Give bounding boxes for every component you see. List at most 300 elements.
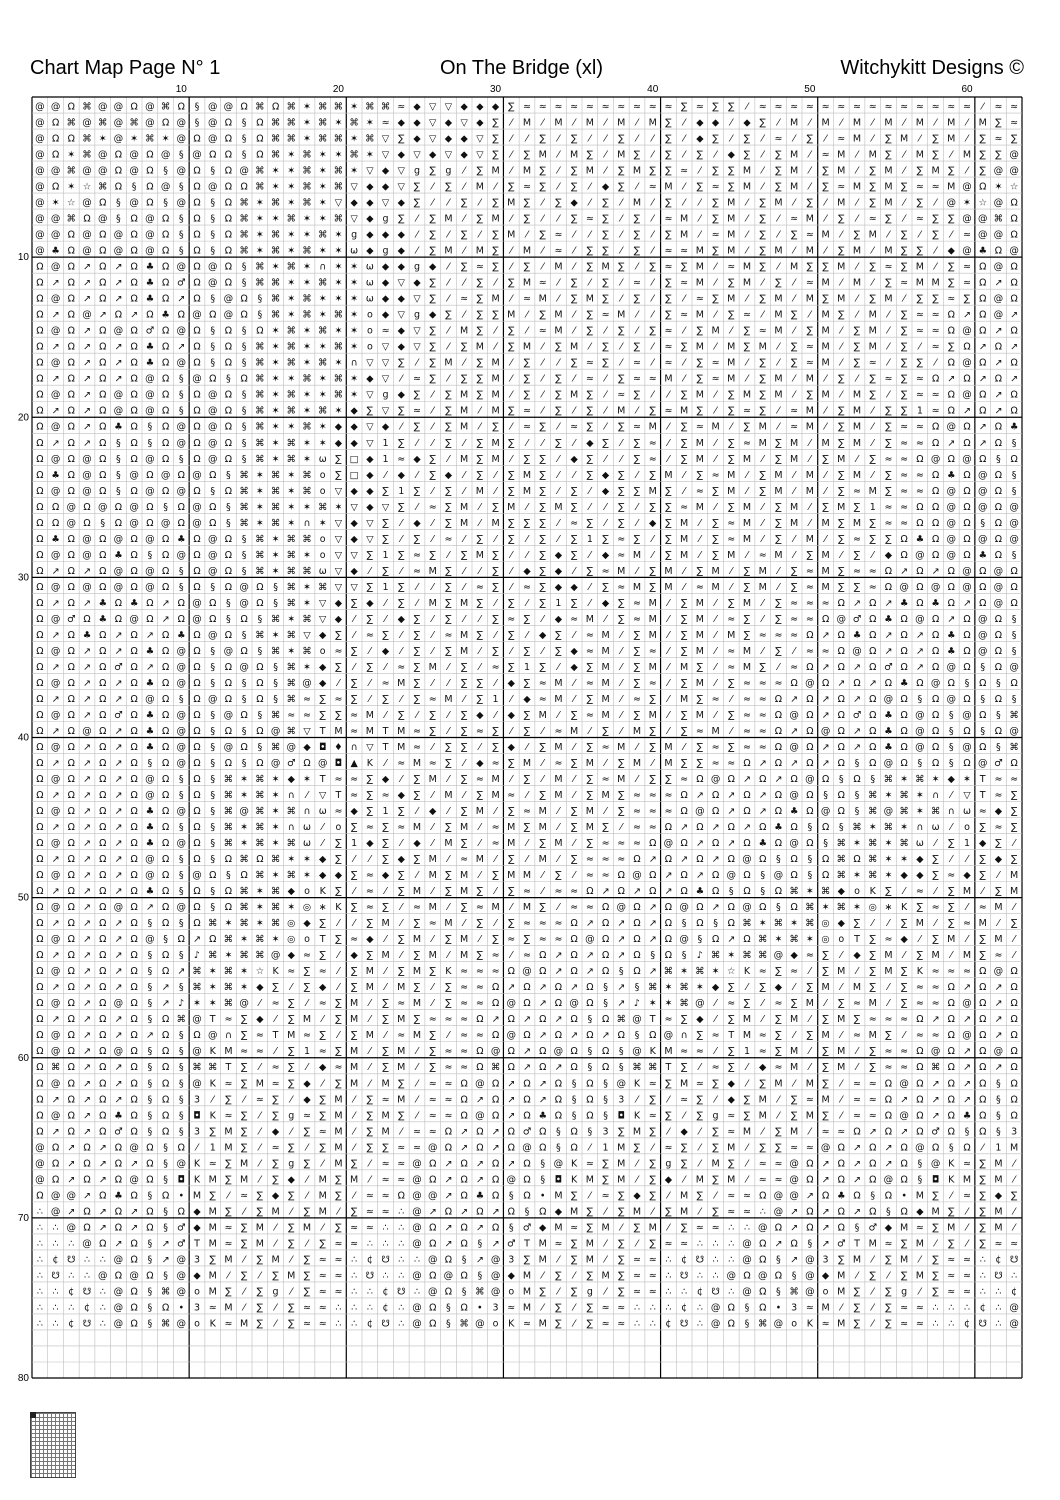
chart-symbol: @ — [239, 998, 249, 1010]
chart-symbol: ⁄ — [761, 998, 764, 1010]
chart-symbol: ∑ — [665, 117, 672, 129]
chart-symbol: ⁄ — [683, 357, 685, 369]
chart-symbol: Ω — [161, 565, 170, 577]
chart-symbol: ⁄ — [934, 886, 937, 898]
chart-symbol: ∑ — [240, 1030, 248, 1042]
chart-symbol: ◆ — [334, 597, 343, 609]
chart-symbol: ∑ — [932, 934, 939, 946]
chart-symbol: Ω — [837, 709, 845, 721]
chart-symbol: M — [397, 1046, 406, 1058]
chart-symbol: ↗ — [83, 982, 91, 994]
chart-symbol: Ω — [193, 293, 201, 305]
chart-symbol: Ω — [256, 758, 264, 770]
chart-symbol: ∑ — [539, 581, 546, 593]
chart-symbol: @ — [97, 165, 108, 177]
chart-symbol: ▽ — [413, 325, 421, 337]
chart-symbol: ∑ — [728, 165, 735, 177]
chart-symbol: Ω — [193, 533, 201, 545]
chart-symbol: ∑ — [445, 822, 452, 834]
chart-symbol: ⁄ — [651, 277, 654, 289]
chart-symbol: ✶ — [271, 405, 280, 417]
chart-symbol: ⁄ — [683, 133, 685, 145]
chart-symbol: ♂ — [67, 613, 76, 625]
chart-symbol: Ω — [99, 934, 107, 946]
chart-symbol: § — [178, 1078, 184, 1090]
chart-symbol: Ω — [161, 389, 170, 401]
chart-symbol: M — [821, 229, 830, 241]
chart-symbol: ⁄ — [966, 1222, 968, 1234]
chart-symbol: ≈ — [523, 886, 531, 898]
chart-symbol: ∴ — [36, 1206, 43, 1218]
chart-symbol: ⁄ — [934, 1238, 937, 1250]
chart-symbol: ◆ — [381, 421, 390, 433]
chart-symbol: ◆ — [366, 469, 374, 481]
chart-symbol: ≈ — [255, 1046, 264, 1058]
chart-symbol: ⁄ — [400, 629, 403, 641]
chart-symbol: M — [821, 517, 830, 529]
chart-symbol: @ — [113, 1302, 124, 1314]
chart-symbol: ◆ — [334, 421, 343, 433]
chart-symbol: ≈ — [900, 277, 909, 289]
chart-symbol: ▽ — [444, 149, 453, 161]
chart-symbol: ∑ — [272, 1094, 279, 1106]
chart-symbol: 1 — [869, 501, 876, 513]
chart-symbol: @ — [962, 245, 972, 257]
chart-symbol: ↗ — [130, 309, 139, 321]
chart-symbol: ≈ — [821, 1126, 830, 1138]
chart-symbol: M — [240, 1318, 249, 1330]
chart-symbol: ∑ — [445, 405, 452, 417]
chart-symbol: Ω — [67, 661, 75, 673]
chart-symbol: M — [570, 725, 579, 737]
chart-symbol: ≈ — [491, 822, 500, 834]
chart-symbol: § — [178, 870, 184, 882]
chart-symbol: ∑ — [680, 389, 688, 401]
chart-symbol: ⁄ — [777, 357, 780, 369]
chart-symbol: Ω — [36, 421, 44, 433]
chart-symbol: Ω — [931, 437, 940, 449]
chart-symbol: ♣ — [114, 1110, 123, 1122]
chart-symbol: Ω — [99, 565, 107, 577]
chart-symbol: @ — [113, 133, 124, 145]
chart-symbol: @ — [113, 325, 124, 337]
chart-symbol: M — [554, 261, 563, 273]
chart-symbol: @ — [145, 693, 155, 705]
chart-symbol: ↗ — [444, 1190, 453, 1202]
chart-symbol: Ω — [99, 357, 107, 369]
chart-symbol: M — [601, 1222, 610, 1234]
chart-symbol: ◘ — [177, 1174, 186, 1186]
chart-symbol: Ω — [99, 453, 107, 465]
chart-symbol: ∑ — [319, 918, 326, 930]
chart-symbol: § — [210, 485, 216, 497]
chart-symbol: ⁄ — [337, 677, 340, 689]
chart-symbol: Ω — [837, 790, 845, 802]
chart-symbol: Ω — [240, 870, 248, 882]
chart-symbol: Ω — [743, 870, 751, 882]
chart-symbol: ≈ — [758, 1030, 767, 1042]
chart-symbol: ≈ — [915, 485, 924, 497]
chart-symbol: @ — [145, 101, 155, 113]
chart-symbol: Ω — [67, 133, 75, 145]
chart-symbol: § — [603, 1110, 608, 1122]
chart-symbol: ⁄ — [573, 565, 575, 577]
chart-symbol: @ — [223, 293, 234, 305]
chart-symbol: @ — [97, 213, 108, 225]
chart-symbol: ↗ — [853, 1158, 861, 1170]
chart-symbol: M — [978, 918, 987, 930]
chart-symbol: ▽ — [350, 181, 358, 193]
chart-symbol: Ω — [947, 1014, 955, 1026]
chart-symbol: @ — [726, 1270, 737, 1282]
chart-symbol: ♣ — [884, 709, 893, 721]
chart-symbol: ≈ — [633, 693, 641, 705]
chart-symbol: ⁄ — [431, 389, 434, 401]
chart-symbol: @ — [930, 581, 941, 593]
chart-symbol: ∑ — [948, 1238, 955, 1250]
chart-symbol: M — [915, 1270, 924, 1282]
chart-symbol: Ω — [523, 982, 531, 994]
chart-symbol: M — [774, 549, 783, 561]
chart-symbol: ⁄ — [541, 758, 544, 770]
chart-symbol: ∑ — [838, 485, 845, 497]
chart-symbol: ∴ — [351, 1318, 358, 1330]
chart-symbol: M — [538, 806, 547, 818]
chart-symbol: ∑ — [728, 405, 735, 417]
chart-symbol: T — [335, 790, 342, 802]
chart-symbol: ≈ — [805, 101, 814, 113]
chart-symbol: @ — [35, 197, 45, 209]
chart-symbol: ↗ — [51, 341, 60, 353]
chart-symbol: M — [522, 1302, 532, 1314]
chart-symbol: M — [884, 966, 893, 978]
chart-symbol: ≈ — [994, 774, 1003, 786]
chart-symbol: ≈ — [570, 1222, 579, 1234]
chart-symbol: ⁄ — [589, 581, 591, 593]
chart-symbol: ✶ — [224, 950, 233, 962]
chart-symbol: ∑ — [743, 1094, 751, 1106]
chart-symbol: Ω — [994, 245, 1003, 257]
chart-symbol: @ — [977, 469, 988, 481]
chart-symbol: M — [397, 1094, 406, 1106]
chart-symbol: Ω — [979, 309, 987, 321]
chart-symbol: Ω — [99, 197, 107, 209]
chart-symbol: ⁄ — [541, 389, 544, 401]
chart-symbol: ⌘ — [286, 565, 297, 577]
chart-symbol: ⁄ — [604, 1206, 607, 1218]
chart-symbol: ο — [854, 886, 860, 898]
chart-symbol: ⁄ — [400, 774, 403, 786]
chart-symbol: ∑ — [649, 1126, 656, 1138]
chart-symbol: ∑ — [822, 501, 829, 513]
chart-symbol: ≈ — [617, 533, 626, 545]
chart-symbol: Ω — [444, 1254, 453, 1266]
chart-symbol: @ — [412, 1158, 422, 1170]
chart-symbol: ∑ — [885, 149, 892, 161]
chart-symbol: Ω — [916, 1062, 924, 1074]
chart-symbol: ≈ — [915, 982, 924, 994]
chart-symbol: Ω — [680, 870, 688, 882]
chart-symbol: ✶ — [271, 533, 280, 545]
chart-symbol: ⌘ — [223, 774, 234, 786]
chart-symbol: ≈ — [994, 101, 1003, 113]
chart-symbol: ↗ — [538, 1094, 547, 1106]
chart-symbol: ▽ — [350, 581, 358, 593]
chart-symbol: ◆ — [837, 918, 845, 930]
chart-symbol: § — [776, 1254, 781, 1266]
chart-symbol: g — [413, 165, 421, 177]
chart-symbol: ↗ — [51, 886, 60, 898]
chart-symbol: ⁄ — [840, 1110, 843, 1122]
chart-symbol: ∑ — [633, 389, 641, 401]
chart-symbol: ∴ — [665, 1286, 672, 1298]
chart-symbol: ⁄ — [541, 357, 544, 369]
chart-symbol: Ω — [790, 854, 798, 866]
chart-symbol: ∑ — [665, 165, 672, 177]
chart-symbol: ∑ — [790, 229, 798, 241]
chart-symbol: ⁄ — [573, 245, 575, 257]
chart-symbol: ≈ — [743, 693, 751, 705]
chart-symbol: Ω — [963, 645, 971, 657]
chart-symbol: Ω — [130, 565, 138, 577]
chart-symbol: M — [727, 1174, 736, 1186]
chart-symbol: M — [962, 950, 972, 962]
chart-symbol: M — [711, 581, 720, 593]
chart-symbol: ∑ — [350, 1158, 358, 1170]
chart-symbol: ∑ — [335, 1174, 342, 1186]
chart-symbol: M — [884, 117, 893, 129]
chart-symbol: ◆ — [334, 613, 343, 625]
chart-symbol: ⁄ — [589, 549, 591, 561]
chart-symbol: ✶ — [271, 806, 280, 818]
chart-symbol: Ω — [130, 1126, 138, 1138]
chart-symbol: ◆ — [601, 181, 610, 193]
chart-symbol: ⌘ — [1009, 741, 1019, 753]
chart-symbol: ⁄ — [447, 277, 450, 289]
chart-symbol: ⌘ — [286, 838, 297, 850]
chart-symbol: ↗ — [680, 854, 689, 866]
chart-symbol: Ω — [193, 693, 201, 705]
chart-symbol: Ω — [759, 774, 767, 786]
chart-symbol: ∑ — [602, 213, 609, 225]
chart-symbol: ◆ — [743, 117, 751, 129]
chart-symbol: ∑ — [586, 693, 594, 705]
chart-symbol: ∑ — [916, 197, 924, 209]
chart-symbol: M — [617, 117, 626, 129]
chart-symbol: @ — [207, 389, 218, 401]
chart-symbol: ∑ — [932, 149, 939, 161]
chart-symbol: ∑ — [288, 1014, 295, 1026]
chart-symbol: ☋ — [1009, 1254, 1019, 1266]
chart-symbol: Ω — [491, 1190, 500, 1202]
chart-symbol: Ω — [36, 758, 44, 770]
chart-symbol: ◆ — [554, 549, 563, 561]
chart-symbol: @ — [113, 405, 124, 417]
chart-symbol: ≈ — [570, 101, 579, 113]
chart-symbol: ≈ — [428, 1078, 437, 1090]
chart-symbol: ⁄ — [589, 1190, 591, 1202]
chart-symbol: Ω — [979, 677, 987, 689]
chart-symbol: M — [475, 485, 484, 497]
chart-symbol: ∑ — [225, 1158, 232, 1170]
chart-symbol: @ — [176, 741, 187, 753]
chart-symbol: ≈ — [695, 581, 704, 593]
chart-symbol: M — [837, 966, 846, 978]
chart-symbol: ⌘ — [286, 870, 297, 882]
chart-symbol: ↗ — [83, 261, 91, 273]
chart-symbol: ∑ — [602, 357, 609, 369]
chart-symbol: ⁄ — [510, 950, 513, 962]
chart-symbol: Ω — [1010, 261, 1018, 273]
chart-symbol: Ω — [114, 165, 123, 177]
chart-symbol: @ — [993, 165, 1004, 177]
chart-symbol: ≈ — [758, 709, 767, 721]
chart-symbol: ⁄ — [714, 405, 717, 417]
chart-symbol: Ω — [51, 133, 60, 145]
chart-symbol: ∑ — [932, 854, 939, 866]
chart-symbol: ↗ — [853, 1174, 861, 1186]
chart-symbol: Ω — [177, 1142, 185, 1154]
chart-symbol: § — [210, 758, 216, 770]
chart-symbol: ↗ — [114, 774, 123, 786]
chart-symbol: Ω — [161, 1126, 170, 1138]
chart-symbol: ⁄ — [667, 629, 670, 641]
chart-symbol: ⁄ — [604, 389, 607, 401]
chart-symbol: Ω — [900, 1206, 908, 1218]
chart-symbol: M — [617, 1174, 626, 1186]
chart-symbol: ∑ — [885, 421, 892, 433]
chart-symbol: ∑ — [476, 309, 484, 321]
chart-symbol: § — [178, 774, 184, 786]
chart-symbol: Ω — [161, 741, 170, 753]
chart-symbol: ≈ — [460, 293, 469, 305]
chart-symbol: g — [445, 165, 452, 177]
chart-symbol: M — [837, 501, 846, 513]
chart-symbol: ≈ — [978, 806, 987, 818]
chart-symbol: ∑ — [759, 117, 766, 129]
chart-symbol: @ — [710, 1318, 721, 1330]
chart-symbol: § — [556, 1126, 561, 1138]
chart-symbol: ∑ — [303, 1270, 311, 1282]
chart-symbol: ◆ — [539, 629, 547, 641]
chart-symbol: ⁄ — [494, 181, 497, 193]
chart-symbol: ≈ — [648, 437, 657, 449]
chart-symbol: ◆ — [287, 950, 295, 962]
chart-symbol: ⁄ — [510, 389, 513, 401]
chart-symbol: M — [695, 677, 704, 689]
chart-symbol: Ω — [36, 774, 44, 786]
chart-symbol: ≈ — [523, 918, 531, 930]
chart-symbol: ✶ — [208, 966, 217, 978]
chart-symbol: ↗ — [554, 1014, 563, 1026]
chart-symbol: M — [868, 309, 877, 321]
chart-symbol: 1 — [382, 549, 389, 561]
chart-symbol: ∑ — [743, 421, 751, 433]
chart-symbol: ≈ — [648, 790, 657, 802]
chart-symbol: ∑ — [539, 661, 546, 673]
chart-symbol: Ω — [759, 902, 767, 914]
chart-symbol: Ω — [224, 213, 233, 225]
chart-symbol: ◘ — [193, 1110, 201, 1122]
chart-symbol: ≈ — [444, 1046, 453, 1058]
chart-symbol: M — [805, 1078, 814, 1090]
chart-symbol: ∑ — [586, 389, 594, 401]
chart-symbol: ∑ — [555, 1270, 562, 1282]
chart-symbol: ⌘ — [255, 838, 265, 850]
chart-symbol: ⌘ — [317, 581, 328, 593]
chart-symbol: § — [241, 677, 247, 689]
chart-symbol: ∴ — [398, 1206, 405, 1218]
chart-symbol: ⁄ — [840, 229, 843, 241]
chart-symbol: Ω — [727, 774, 735, 786]
chart-symbol: Ω — [146, 1174, 154, 1186]
chart-symbol: ≈ — [711, 181, 720, 193]
chart-symbol: ⁄ — [1013, 1174, 1015, 1186]
chart-symbol: ∑ — [460, 774, 468, 786]
chart-symbol: Ω — [67, 245, 75, 257]
chart-symbol: @ — [915, 725, 925, 737]
chart-symbol: ⌘ — [239, 902, 249, 914]
chart-symbol: ∑ — [413, 613, 421, 625]
chart-symbol: M — [617, 565, 626, 577]
chart-symbol: § — [964, 677, 970, 689]
chart-symbol: ∑ — [586, 453, 594, 465]
chart-symbol: @ — [977, 501, 988, 513]
chart-symbol: ∑ — [680, 597, 688, 609]
chart-symbol: ∑ — [712, 517, 719, 529]
chart-symbol: M — [255, 1238, 264, 1250]
chart-symbol: @ — [962, 565, 972, 577]
chart-symbol: ∩ — [916, 822, 924, 834]
chart-symbol: M — [428, 565, 437, 577]
chart-symbol: Ω — [36, 693, 44, 705]
chart-symbol: • — [178, 1302, 185, 1314]
chart-symbol: ▽ — [397, 277, 405, 289]
chart-symbol: ∑ — [838, 998, 845, 1010]
chart-symbol: @ — [1009, 245, 1019, 257]
chart-symbol: ◆ — [507, 677, 515, 689]
chart-symbol: § — [147, 1254, 153, 1266]
chart-symbol: M — [397, 741, 406, 753]
chart-symbol: ✶ — [255, 886, 264, 898]
chart-symbol: Ω — [759, 822, 767, 834]
chart-symbol: Ω — [99, 389, 107, 401]
chart-symbol: @ — [145, 870, 155, 882]
chart-symbol: ✶ — [303, 357, 311, 369]
chart-symbol: ≈ — [633, 373, 641, 385]
chart-symbol: Ω — [130, 838, 138, 850]
chart-symbol: ≈ — [947, 1254, 956, 1266]
chart-symbol: ✶ — [365, 117, 374, 129]
chart-symbol: ≈ — [413, 549, 421, 561]
chart-symbol: ≈ — [727, 517, 736, 529]
chart-symbol: ω — [318, 453, 327, 465]
chart-symbol: ∑ — [398, 966, 405, 978]
chart-symbol: ∑ — [900, 998, 908, 1010]
chart-symbol: ≈ — [271, 1078, 280, 1090]
chart-symbol: ≈ — [350, 1222, 359, 1234]
chart-symbol: • — [178, 1190, 185, 1202]
chart-symbol: ▽ — [397, 309, 405, 321]
chart-symbol: ∑ — [586, 469, 594, 481]
chart-symbol: § — [147, 437, 153, 449]
chart-symbol: ≈ — [397, 998, 406, 1010]
chart-symbol: M — [507, 870, 516, 882]
chart-symbol: ⌘ — [255, 806, 265, 818]
chart-symbol: § — [807, 822, 813, 834]
chart-symbol: Ω — [1010, 677, 1018, 689]
chart-symbol: M — [805, 469, 814, 481]
